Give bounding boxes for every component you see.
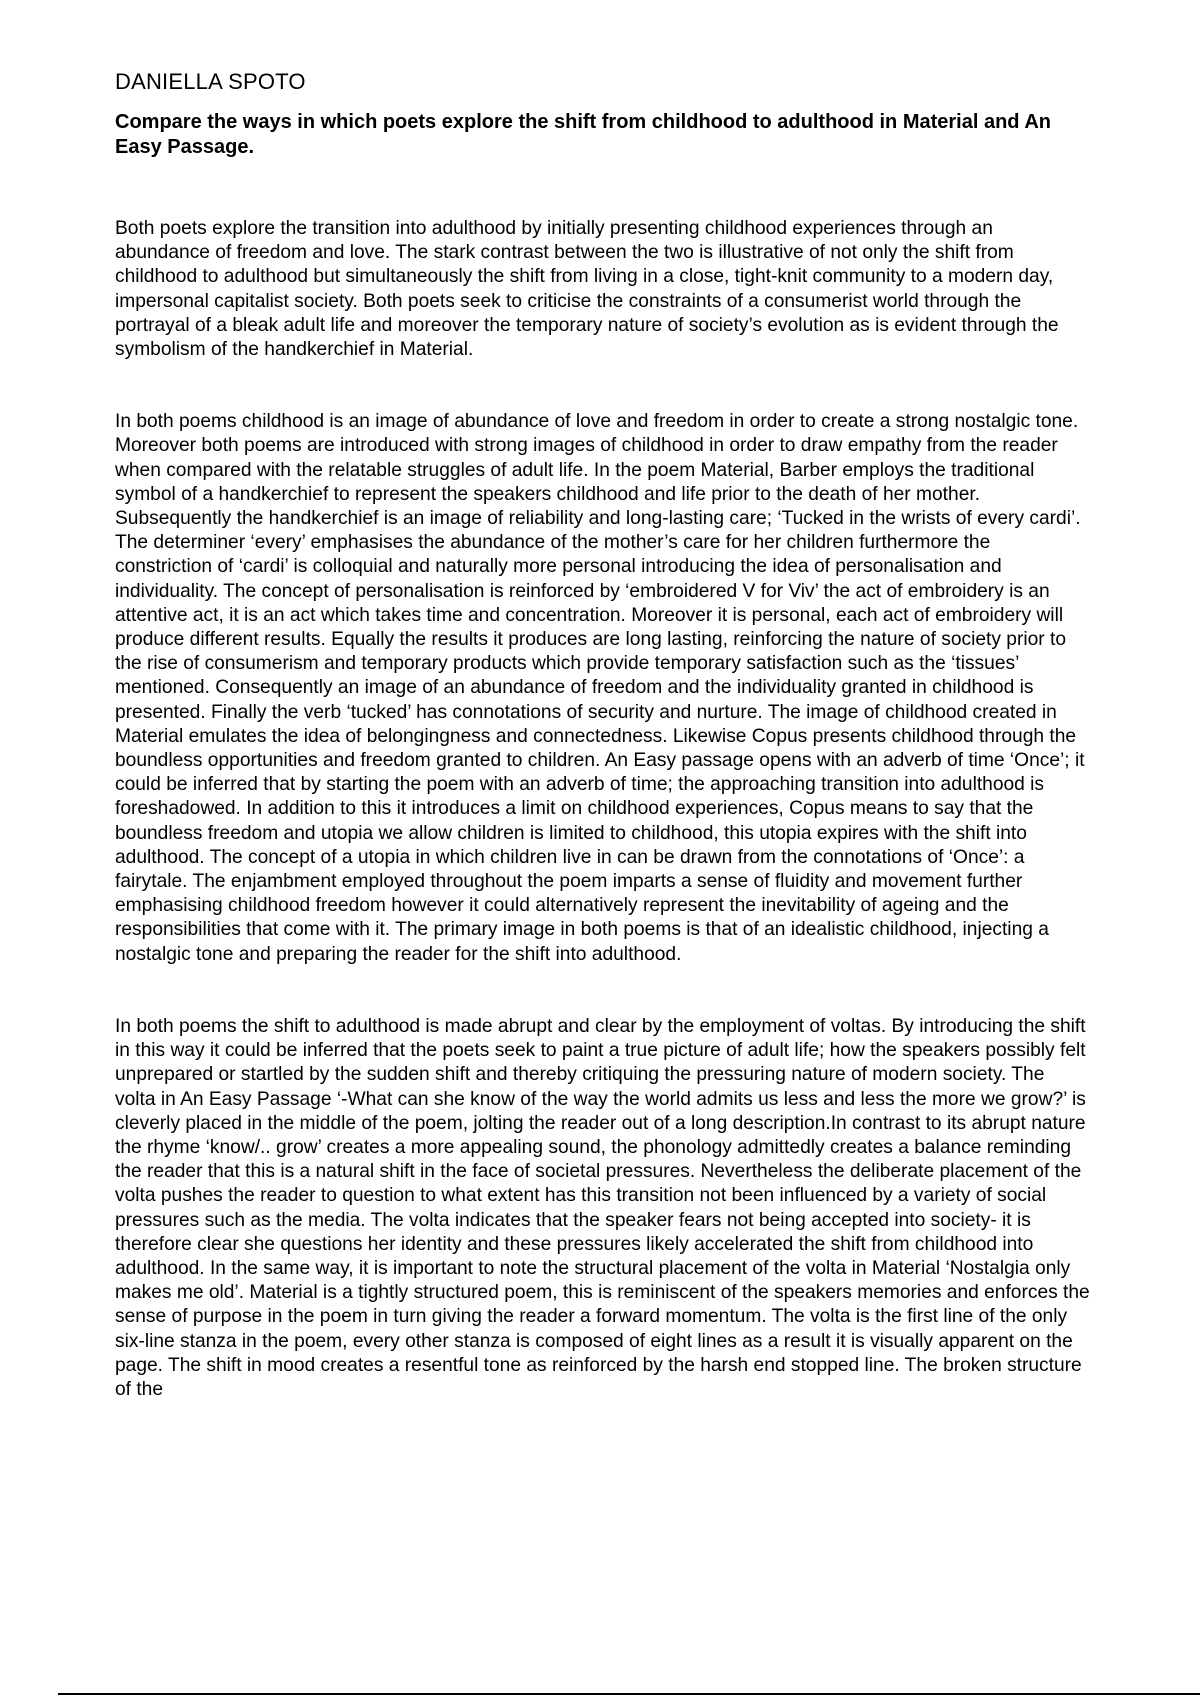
paragraph-childhood: In both poems childhood is an image of abundance of love and freedom in order to create a strong nostalgic tone. Moreover both poems are introduced with strong images of childhood in order to draw empathy from the reader when compared with the relatable struggles of adult life. In the poem Material, Barber employs the traditional symbol of a handkerchief to represent the speakers childhood and life prior to the death of her mother. Subsequently the handkerchief is an image of reliability and long-lasting care; ‘Tucked in the wrists of every cardi’. The determiner ‘every’ emphasises the abundance of the mother’s care for her children furthermore the constriction of ‘cardi’ is colloquial and naturally more personal introducing the idea of personalisation and individuality. The concept of personalisation is reinforced by ‘embroidered V for Viv’ the act of embroidery is an attentive act, it is an act which takes time and concentration. Moreover it is personal, each act of embroidery will produce different results. Equally the results it produces are long lasting, reinforcing the nature of society prior to the rise of consumerism and temporary products which provide temporary satisfaction such as the ‘tissues’ mentioned. Consequently an image of an abundance of freedom and the individuality granted in childhood is presented. Finally the verb ‘tucked’ has connotations of security and nurture. The image of childhood created in Material emulates the idea of belongingness and connectedness. Likewise Copus presents childhood through the boundless opportunities and freedom granted to children. An Easy passage opens with an adverb of time ‘Once’; it could be inferred that by starting the poem with an adverb of time; the approaching transition into adulthood is foreshadowed. In addition to this it introduces a limit on childhood experiences, Copus means to say that the boundless freedom and utopia we allow children is limited to childhood, this utopia expires with the shift into adulthood. The concept of a utopia in which children live in can be drawn from the connotations of ‘Once’: a fairytale. The enjambment employed throughout the poem imparts a sense of fluidity and movement further emphasising childhood freedom however it could alternatively represent the inevitability of ageing and the responsibilities that come with it. The primary image in both poems is that of an idealistic childhood, injecting a nostalgic tone and preparing the reader for the shift into adulthood. bbox=[115, 411, 1085, 965]
author-name: DANIELLA SPOTO bbox=[115, 69, 306, 94]
document-body bbox=[115, 68, 1090, 1402]
paragraph-introduction: Both poets explore the transition into adulthood by initially presenting childhood experiences through an abundance of freedom and love. The stark contrast between the two is illustrative of not only the shift from childhood to adulthood but simultaneously the shift from living in a close, tight-knit community to a modern day, impersonal capitalist society. Both poets seek to criticise the constraints of a consumerist world through the portrayal of a bleak adult life and moreover the temporary nature of society’s evolution as is evident through the symbolism of the handkerchief in Material. bbox=[115, 218, 1059, 361]
page-bottom-rule bbox=[58, 1693, 1200, 1695]
paragraph-volta: In both poems the shift to adulthood is made abrupt and clear by the employment of voltas. By introducing the shift in this way it could be inferred that the poets seek to paint a true picture of adult life; how the speakers possibly felt unprepared or startled by the sudden shift and thereby critiquing the pressuring nature of modern society. The volta in An Easy Passage ‘-What can she know of the way the world admits us less and less the more we grow?’ is cleverly placed in the middle of the poem, jolting the reader out of a long description.In contrast to its abrupt nature the rhyme ‘know/.. grow’ creates a more appealing sound, the phonology admittedly creates a balance reminding the reader that this is a natural shift in the face of societal pressures. Nevertheless the deliberate placement of the volta pushes the reader to question to what extent has this transition not been influenced by a variety of social pressures such as the media. The volta indicates that the speaker fears not being accepted into society- it is therefore clear she questions her identity and these pressures likely accelerated the shift from childhood into adulthood. In the same way, it is important to note the structural placement of the volta in Material ‘Nostalgia only makes me old’. Material is a tightly structured poem, this is reminiscent of the speakers memories and enforces the sense of purpose in the poem in turn giving the reader a forward momentum. The volta is the first line of the only six-line stanza in the poem, every other stanza is composed of eight lines as a result it is visually apparent on the page. The shift in mood creates a resentful tone as reinforced by the harsh end stopped line. The broken structure of the bbox=[115, 1015, 1090, 1400]
essay-question: Compare the ways in which poets explore the shift from childhood to adulthood in Material and An Easy Passage. bbox=[115, 111, 1051, 158]
